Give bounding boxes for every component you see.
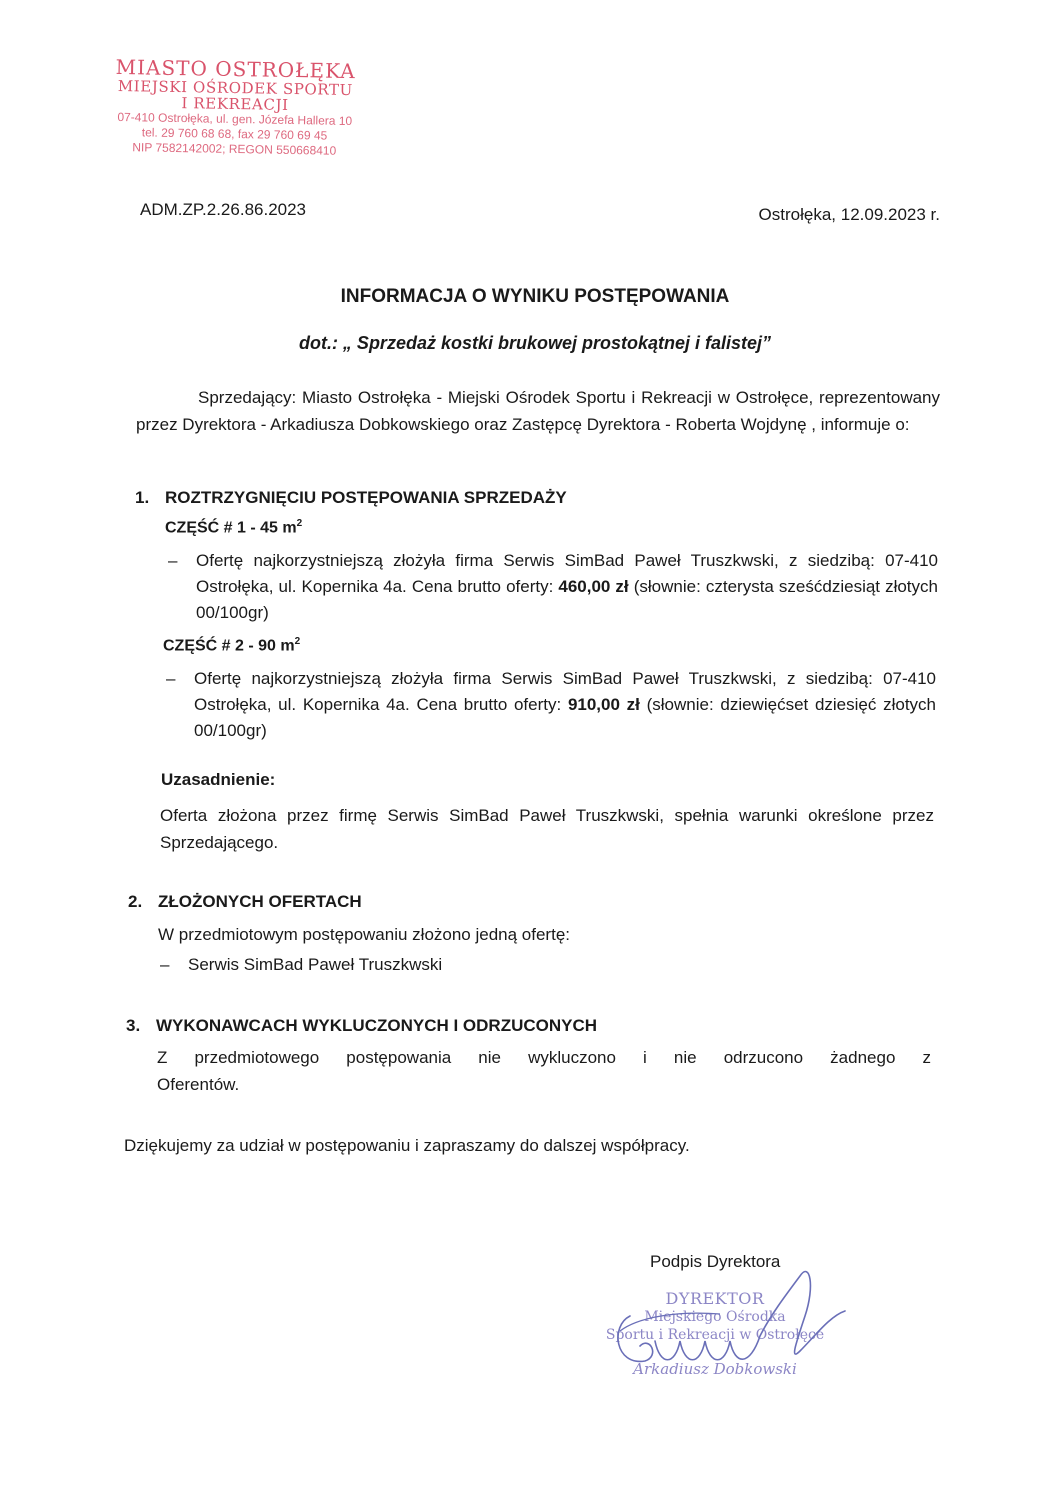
part1-label-text: CZĘŚĆ # 1 - 45 m	[165, 519, 297, 537]
section2-item	[160, 955, 443, 975]
stamp-city: MIASTO OSTROŁĘKA	[115, 54, 356, 84]
section2-text: W przedmiotowym postępowaniu złożono jedną ofertę:	[158, 925, 570, 944]
document-title: INFORMACJA O WYNIKU POSTĘPOWANIA	[340, 286, 730, 307]
justification-text: Oferta złożona przez firmę Serwis SimBad Paweł Truszkwski, spełnia warunki określone przez Sprzedającego.	[160, 806, 934, 852]
document-subtitle: dot.: „ Sprzedaż kostki brukowej prostokątnej i falistej”	[298, 333, 772, 353]
part2-dash: –	[166, 669, 176, 688]
part2-price: 910,00 zł	[567, 695, 640, 714]
stamp-phone: tel. 29 760 68 68, fax 29 760 69 45	[141, 125, 328, 143]
part2-offer	[166, 666, 936, 744]
signature-stamp-name: Arkadiusz Dobkowski	[633, 1360, 797, 1378]
stamp-address: 07-410 Ostrołęka, ul. gen. Józefa Hallera 10	[117, 109, 353, 129]
section3-title: WYKONAWCACH WYKLUCZONYCH I ODRZUCONYCH	[156, 1016, 598, 1035]
signature-stamp-line1: Miejskiego Ośrodka	[644, 1309, 786, 1325]
section2-item-text: Serwis SimBad Paweł Truszkwski	[188, 955, 443, 974]
closing-text: Dziękujemy za udział w postępowaniu i zapraszamy do dalszej współpracy.	[124, 1136, 690, 1155]
section1-title: ROZTRZYGNIĘCIU POSTĘPOWANIA SPRZEDAŻY	[165, 488, 567, 507]
header-stamp	[69, 55, 401, 160]
stamp-institution-cont: I REKREACJI	[181, 94, 289, 114]
part1-price: 460,00 zł	[558, 577, 629, 596]
handwritten-signature-icon	[600, 1256, 850, 1386]
section3-heading	[126, 1016, 597, 1036]
section2-number: 2.	[128, 892, 143, 911]
part1-label	[165, 518, 302, 537]
signature-stroke	[618, 1272, 845, 1362]
place-date: Ostrołęka, 12.09.2023 r.	[758, 205, 940, 224]
section2-heading	[128, 892, 362, 912]
section1-number: 1.	[135, 488, 150, 507]
part2-label	[163, 636, 300, 655]
section3-number: 3.	[126, 1016, 141, 1035]
stamp-institution: MIEJSKI OŚRODEK SPORTU	[117, 76, 354, 100]
section3-text: Z przedmiotowego postępowania nie wykluczono i nie odrzucono żadnego z Oferentów.	[157, 1048, 931, 1094]
part2-label-sup: 2	[294, 636, 301, 647]
part2-text: Ofertę najkorzystniejszą złożyła firma Serwis SimBad Paweł Truszkwski, z siedzibą: 07-410 Ostrołęka, ul. Kopernika 4a. Cena brutto oferty:	[194, 669, 936, 714]
part2-label-text: CZĘŚĆ # 2 - 90 m	[163, 637, 295, 655]
intro-paragraph: Sprzedający: Miasto Ostrołęka - Miejski Ośrodek Sportu i Rekreacji w Ostrołęce, reprezentowany przez Dyrektora - Arkadiusza Dobkowskiego oraz Zastępcę Dyrektora - Roberta Wojdynę , informuje o:	[136, 388, 940, 434]
section1-heading	[135, 488, 567, 508]
stamp-ids: NIP 7582142002; REGON 550668410	[132, 140, 337, 158]
justification-heading: Uzasadnienie:	[161, 770, 276, 789]
part1-label-sup: 2	[296, 518, 303, 529]
section2-title: ZŁOŻONYCH OFERTACH	[158, 892, 362, 911]
signature-label: Podpis Dyrektora	[650, 1252, 781, 1271]
part1-dash: –	[168, 551, 178, 570]
signature-stamp-title: DYREKTOR	[665, 1289, 765, 1308]
section2-dash: –	[160, 955, 170, 974]
part1-text: Ofertę najkorzystniejszą złożyła firma Serwis SimBad Paweł Truszkwski, z siedzibą: 07-410 Ostrołęka, ul. Kopernika 4a. Cena brutto oferty:	[196, 551, 938, 596]
part1-offer	[168, 548, 938, 626]
part1-text-after: (słownie: czterysta sześćdziesiąt złotych 00/100gr)	[196, 577, 938, 622]
reference-number: ADM.ZP.2.26.86.2023	[140, 200, 307, 219]
signature-stamp-line2: Sportu i Rekreacji w Ostrołęce	[605, 1327, 825, 1343]
part2-text-after: (słownie: dziewięćset dziesięć złotych 00/100gr)	[194, 695, 936, 740]
signature-underline	[620, 1313, 720, 1331]
